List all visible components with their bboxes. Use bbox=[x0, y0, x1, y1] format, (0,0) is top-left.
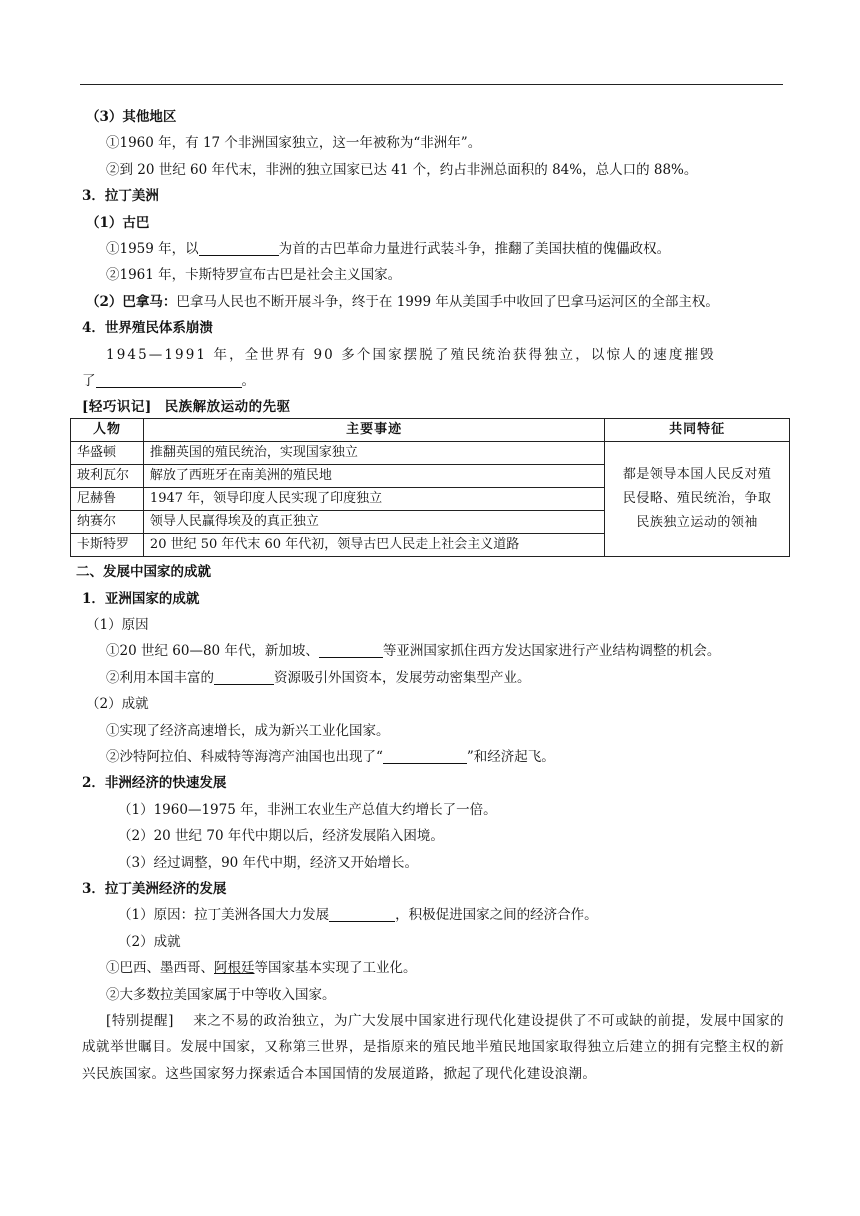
list-item: ①实现了经济高速增长，成为新兴工业化国家。 bbox=[106, 722, 390, 739]
fill-blank[interactable] bbox=[329, 907, 395, 922]
note-label: [特别提醒] bbox=[106, 1012, 174, 1029]
list-item: ②大多数拉美国家属于中等收入国家。 bbox=[106, 986, 336, 1003]
section-heading-latin-america: 3．拉丁美洲 bbox=[82, 188, 159, 205]
deed-cell: 1947 年，领导印度人民实现了印度独立 bbox=[143, 488, 604, 511]
paragraph-line bbox=[82, 342, 784, 368]
text-segment: 1945—1991 年，全世界有 90 多个国家摆脱了殖民统治获得独立，以惊人的速度摧毁 bbox=[106, 346, 716, 363]
shared-trait-line: 民侵略、殖民统治，争取 bbox=[622, 491, 772, 507]
person-cell: 纳赛尔 bbox=[71, 511, 144, 534]
text-segment: ②沙特阿拉伯、科威特等海湾产油国也出现了“ bbox=[106, 749, 383, 766]
note-text: 来之不易的政治独立，为广大发展中国家进行现代化建设提供了不可或缺的前提，发展中国家的成就举世瞩目。发展中国家，又称第三世界，是指原来的殖民地半殖民地国家取得独立后建立的拥有完整主权的新兴民族国家。这些国家努力探索适合本国国情的发展道路，掀起了现代化建设浪潮。 bbox=[82, 1012, 785, 1082]
person-cell: 尼赫鲁 bbox=[71, 488, 144, 511]
tip-heading: 民族解放运动的先驱 bbox=[164, 399, 291, 416]
section-heading-asia: 1．亚洲国家的成就 bbox=[82, 590, 200, 607]
text-segment: 等亚洲国家抓住西方发达国家进行产业结构调整的机会。 bbox=[382, 643, 721, 660]
special-note bbox=[82, 1008, 784, 1087]
document-body bbox=[76, 104, 785, 1087]
list-item: （3）经过调整，90 年代中期，经济又开始增长。 bbox=[118, 854, 419, 871]
text-segment: ②利用本国丰富的 bbox=[106, 669, 214, 686]
list-item bbox=[82, 236, 784, 262]
person-cell: 卡斯特罗 bbox=[71, 534, 144, 557]
list-item bbox=[82, 744, 784, 770]
deed-cell: 20 世纪 50 年代末 60 年代初，领导古巴人民走上社会主义道路 bbox=[143, 534, 604, 557]
part-heading-achievements: 二、发展中国家的成就 bbox=[76, 564, 211, 581]
text-segment: ①20 世纪 60—80 年代，新加坡、 bbox=[106, 643, 319, 660]
subsection-heading-cuba: （1）古巴 bbox=[86, 214, 150, 231]
fill-blank[interactable] bbox=[199, 241, 279, 256]
text-segment: 巴拿马人民也不断开展斗争，终于在 1999 年从美国手中收回了巴拿马运河区的全部主权。 bbox=[176, 293, 719, 310]
text-segment: ，积极促进国家之间的经济合作。 bbox=[395, 907, 598, 924]
list-item bbox=[82, 955, 784, 981]
text-segment: 为首的古巴革命力量进行武装斗争，推翻了美国扶植的傀儡政权。 bbox=[278, 240, 671, 257]
text-segment: 资源吸引外国资本，发展劳动密集型产业。 bbox=[274, 669, 531, 686]
section-heading-colonial-collapse: 4．世界殖民体系崩溃 bbox=[82, 320, 213, 337]
table-header-row bbox=[71, 419, 790, 442]
text-segment: 。 bbox=[241, 372, 255, 389]
paragraph-line bbox=[82, 368, 784, 394]
deed-cell: 领导人民赢得埃及的真正独立 bbox=[143, 511, 604, 534]
person-cell: 华盛顿 bbox=[71, 442, 144, 465]
fill-blank[interactable] bbox=[383, 749, 467, 764]
shared-trait-line: 都是领导本国人民反对殖 bbox=[622, 467, 772, 483]
section-heading-africa: 2．非洲经济的快速发展 bbox=[82, 775, 227, 792]
table-row bbox=[71, 442, 790, 465]
list-item: ②1961 年，卡斯特罗宣布古巴是社会主义国家。 bbox=[106, 267, 402, 284]
list-item bbox=[82, 665, 784, 691]
text-segment: ”和经济起飞。 bbox=[466, 749, 555, 766]
list-item bbox=[82, 902, 784, 928]
list-item: （2）20 世纪 70 年代中期以后，经济发展陷入困境。 bbox=[118, 828, 444, 845]
text-segment: ①1959 年，以 bbox=[106, 240, 199, 257]
person-cell: 玻利瓦尔 bbox=[71, 465, 144, 488]
list-item bbox=[82, 289, 784, 315]
column-header: 主要事迹 bbox=[143, 419, 604, 442]
text-segment: 等国家基本实现了工业化。 bbox=[254, 960, 417, 977]
shared-trait-line: 民族独立运动的领袖 bbox=[636, 515, 758, 531]
fill-blank[interactable] bbox=[319, 643, 383, 658]
fill-blank[interactable] bbox=[214, 670, 274, 685]
header-rule bbox=[80, 84, 783, 85]
list-item: ①1960 年，有 17 个非洲国家独立，这一年被称为“非洲年”。 bbox=[106, 135, 482, 152]
text-segment: 了 bbox=[82, 372, 96, 389]
section-heading-latin-economy: 3．拉丁美洲经济的发展 bbox=[82, 880, 227, 897]
deed-cell: 解放了西班牙在南美洲的殖民地 bbox=[143, 465, 604, 488]
list-item: （2）成就 bbox=[118, 933, 181, 950]
subsection-heading-reason: （1）原因 bbox=[86, 617, 149, 634]
shared-trait-cell bbox=[605, 442, 790, 557]
deed-cell: 推翻英国的殖民统治，实现国家独立 bbox=[143, 442, 604, 465]
tip-title bbox=[82, 396, 784, 418]
subsection-label-panama: （2）巴拿马： bbox=[86, 293, 177, 310]
pioneers-table bbox=[70, 418, 790, 557]
section-heading-other-regions: （3）其他地区 bbox=[86, 109, 177, 125]
list-item: ②到 20 世纪 60 年代末，非洲的独立国家已达 41 个，约占非洲总面积的 84%，总人口的 88%。 bbox=[106, 161, 698, 178]
list-item bbox=[82, 638, 784, 664]
text-segment: （1）原因：拉丁美洲各国大力发展 bbox=[118, 907, 330, 924]
fill-blank[interactable] bbox=[96, 373, 242, 388]
underlined-text: 阿根廷 bbox=[214, 960, 255, 977]
text-segment: ①巴西、墨西哥、 bbox=[106, 960, 214, 977]
subsection-heading-result: （2）成就 bbox=[86, 696, 149, 713]
list-item: （1）1960—1975 年，非洲工农业生产总值大约增长了一倍。 bbox=[118, 801, 497, 818]
column-header: 共同特征 bbox=[605, 419, 790, 442]
column-header: 人物 bbox=[71, 419, 144, 442]
tip-label: [轻巧识记] bbox=[82, 399, 152, 416]
